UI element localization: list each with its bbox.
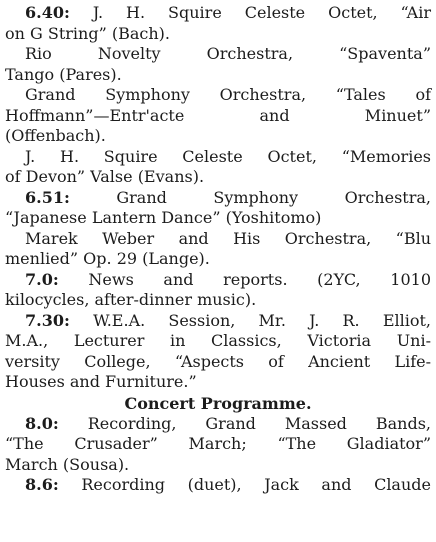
entry-line: kilocycles, after-dinner music). xyxy=(5,290,257,309)
entry-line: J. H. Squire Celeste Octet, “Memories xyxy=(25,146,431,166)
entry-text: Recording (duet), Jack and Claude xyxy=(81,475,431,494)
entry-text: News and reports. (2YC, 1010 xyxy=(88,269,431,289)
entry-line xyxy=(5,270,431,291)
entry-time: 6.51: xyxy=(25,187,70,207)
entry-line: of Devon” Valse (Evans). xyxy=(5,167,205,186)
entry-time: 8.6: xyxy=(25,475,59,494)
entry-line: menlied” Op. 29 (Lange). xyxy=(5,249,210,268)
programme-entry xyxy=(5,85,431,147)
entry-line xyxy=(5,188,431,209)
entry-line: Marek Weber and His Orchestra, “Blu xyxy=(25,228,431,248)
entry-line xyxy=(5,414,431,435)
entry-line: (Offenbach). xyxy=(5,126,106,145)
entry-line: Rio Novelty Orchestra, “Spaventa” xyxy=(25,44,431,63)
programme-entry xyxy=(5,3,431,44)
entry-line xyxy=(5,3,431,24)
entry-line: Houses and Furniture.” xyxy=(5,372,197,391)
programme-entry xyxy=(5,270,431,311)
entry-line: Grand Symphony Orchestra, “Tales of xyxy=(25,85,431,104)
entry-line: Tango (Pares). xyxy=(5,64,122,84)
programme-entry xyxy=(5,44,431,85)
entry-line: “Japanese Lantern Dance” (Yoshitomo) xyxy=(5,208,322,227)
entry-text: J. H. Squire Celeste Octet, “Air xyxy=(92,3,431,22)
entry-line: Hoffmann”—Entr'acte and Minuet” xyxy=(5,105,431,125)
entry-time: 7.30: xyxy=(25,310,70,330)
programme-entry xyxy=(5,414,431,476)
entry-line xyxy=(5,475,431,496)
programme-entry xyxy=(5,188,431,229)
entry-line: M.A., Lecturer in Classics, Victoria Uni- xyxy=(5,331,431,350)
entry-text: W.E.A. Session, Mr. J. R. Elliot, xyxy=(93,310,431,330)
entry-text: Recording, Grand Massed Bands, xyxy=(87,413,431,433)
programme-entry xyxy=(5,475,431,496)
entry-time: 8.0: xyxy=(25,413,59,433)
entry-line: “The Crusader” March; “The Gladiator” xyxy=(5,434,431,453)
entry-line xyxy=(5,311,431,332)
entry-line: March (Sousa). xyxy=(5,454,130,474)
entry-time: 7.0: xyxy=(25,269,59,289)
programme-entry xyxy=(5,229,431,270)
section-heading: Concert Programme. xyxy=(124,393,312,413)
entry-line: versity College, “Aspects of Ancient Life- xyxy=(5,351,431,371)
programme-entry xyxy=(5,147,431,188)
entry-time: 6.40: xyxy=(25,3,70,22)
entry-text: Grand Symphony Orchestra, xyxy=(116,187,431,207)
programme-entry xyxy=(5,311,431,393)
entry-line: on G String” (Bach). xyxy=(5,23,170,43)
